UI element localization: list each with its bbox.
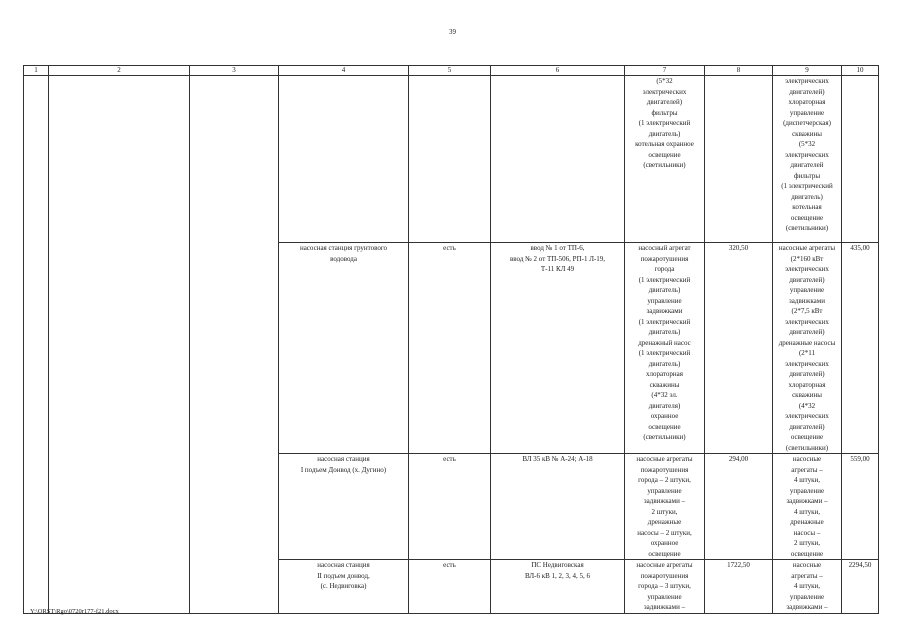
table-cell xyxy=(842,76,879,243)
table-cell: насосная станция грунтового водовода xyxy=(279,243,409,454)
footer-file-path: Y:\ORST\Rgo\0720r177-f21.docx xyxy=(30,608,119,615)
table-cell xyxy=(705,76,773,243)
table-cell: 2294,50 xyxy=(842,560,879,614)
table-cell xyxy=(279,76,409,243)
table-cell: насосная станция I подъем Донвод (х. Дугино) xyxy=(279,454,409,560)
table-cell: есть xyxy=(409,454,491,560)
column-header: 5 xyxy=(409,66,491,76)
page-number: 39 xyxy=(449,28,456,36)
table-cell: насосные агрегаты (2*160 кВт электрических двигателей) управление задвижками (2*7,5 кВт электрических двигателей) дренажные насосы (2*11 электрических двигателей) хлораторная скважины (4*32 электрических двигателей) освещение (светильники) xyxy=(773,243,842,454)
column-header: 8 xyxy=(705,66,773,76)
column-number-row xyxy=(24,66,879,76)
table-cell: 559,00 xyxy=(842,454,879,560)
table-cell: насосные агрегаты пожаротушения города – 3 штуки, управление задвижками – xyxy=(625,560,705,614)
table-cell: 294,00 xyxy=(705,454,773,560)
column-header: 9 xyxy=(773,66,842,76)
column-header: 7 xyxy=(625,66,705,76)
table-cell xyxy=(409,76,491,243)
table-cell-col1 xyxy=(24,76,49,614)
table-cell: ВЛ 35 кВ № А-24; А-18 xyxy=(491,454,625,560)
table-cell: насосная станция II подъем донвод, (с. Недвиговка) xyxy=(279,560,409,614)
column-header: 2 xyxy=(49,66,190,76)
table-cell: 435,00 xyxy=(842,243,879,454)
table-cell-col2 xyxy=(49,76,190,614)
table-row xyxy=(24,76,879,243)
table-cell: насосные агрегаты – 4 штуки, управление задвижками – 4 штуки, дренажные насосы – 2 штуки, освещение xyxy=(773,454,842,560)
column-header: 3 xyxy=(190,66,279,76)
column-header: 4 xyxy=(279,66,409,76)
column-header: 10 xyxy=(842,66,879,76)
table-cell: насосные агрегаты – 4 штуки, управление задвижками – xyxy=(773,560,842,614)
column-header: 1 xyxy=(24,66,49,76)
table-cell: есть xyxy=(409,243,491,454)
document-table xyxy=(23,65,879,614)
table-cell: насосные агрегаты пожаротушения города – 2 штуки, управление задвижками – 2 штуки, дренажные насосы – 2 штуки, охранное освещение xyxy=(625,454,705,560)
table-cell: есть xyxy=(409,560,491,614)
table-cell: электрических двигателей) хлораторная управление (диспетчерская) скважины (5*32 электрических двигателей фильтры (1 электрический двигатель) котельная освещение (светильники) xyxy=(773,76,842,243)
table-cell: 1722,50 xyxy=(705,560,773,614)
table-cell: (5*32 электрических двигателей) фильтры (1 электрический двигатель) котельная охранное освещение (светильники) xyxy=(625,76,705,243)
table-cell: ввод № 1 от ТП-6, ввод № 2 от ТП-506, РП-1 Л-19, Т-11 КЛ 49 xyxy=(491,243,625,454)
table-cell: насосный агрегат пожаротушения города (1 электрический двигатель) управление задвижками (1 электрический двигатель) дренажный насос (1 электрический двигатель) хлораторная скважины (4*32 эл. двигателя) охранное освещение (светильники) xyxy=(625,243,705,454)
column-header: 6 xyxy=(491,66,625,76)
table-cell xyxy=(491,76,625,243)
table-cell: ПС Недвиговская ВЛ-6 кВ 1, 2, 3, 4, 5, 6 xyxy=(491,560,625,614)
table-cell: 320,50 xyxy=(705,243,773,454)
table-cell-col3 xyxy=(190,76,279,614)
